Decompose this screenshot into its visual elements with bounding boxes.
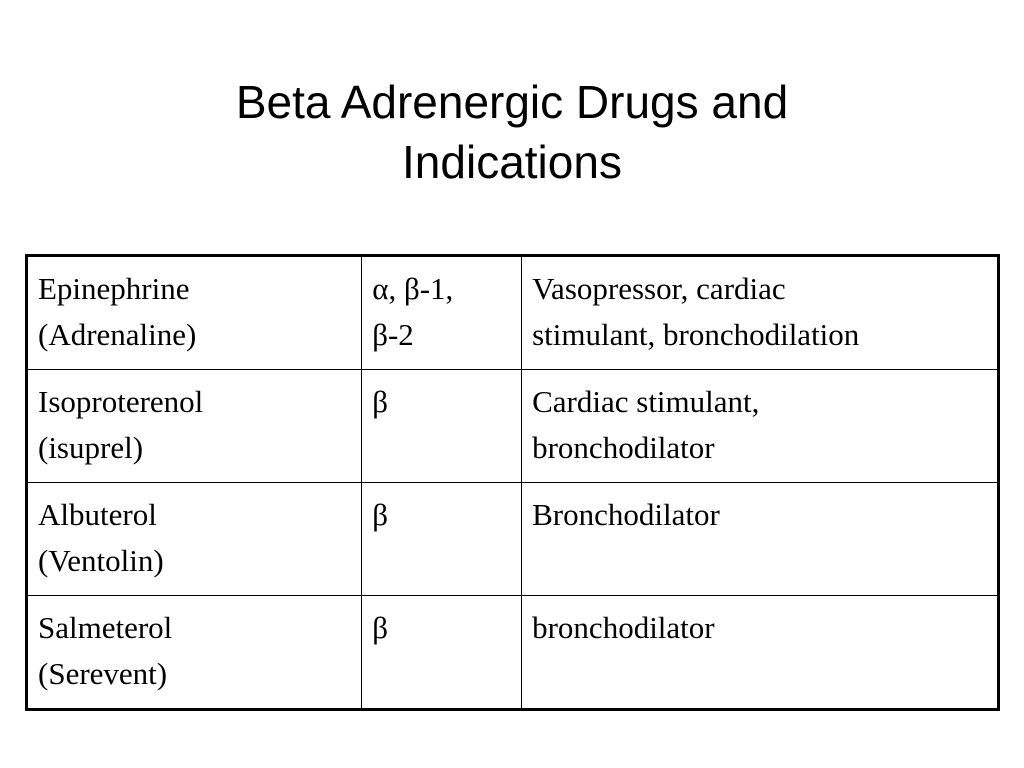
receptor-text: β xyxy=(372,384,388,419)
receptor-cell xyxy=(362,483,522,596)
drug-table xyxy=(25,254,1000,711)
receptor-cell xyxy=(362,256,522,370)
indication-text: stimulant, bronchodilation xyxy=(532,317,860,352)
drug-name-cell xyxy=(27,256,362,370)
indication-cell xyxy=(522,370,999,483)
table-row xyxy=(27,256,999,370)
drug-name: Salmeterol xyxy=(38,610,173,645)
indication-text: bronchodilator xyxy=(532,610,715,645)
slide-title-line-1: Beta Adrenergic Drugs and xyxy=(235,76,789,128)
drug-name: Isoproterenol xyxy=(38,384,204,419)
slide-title xyxy=(0,72,1024,192)
table-row xyxy=(27,596,999,710)
indication-text: Vasopressor, cardiac xyxy=(532,271,786,306)
table-row xyxy=(27,370,999,483)
drug-name-cell xyxy=(27,483,362,596)
indication-text: bronchodilator xyxy=(532,430,715,465)
drug-brand-name: (isuprel) xyxy=(38,430,144,465)
indication-cell xyxy=(522,256,999,370)
drug-brand-name: (Adrenaline) xyxy=(38,317,197,352)
indication-cell xyxy=(522,596,999,710)
indication-text: Cardiac stimulant, xyxy=(532,384,760,419)
receptor-text: β-2 xyxy=(372,317,414,352)
receptor-cell xyxy=(362,596,522,710)
drug-name-cell xyxy=(27,596,362,710)
table-row xyxy=(27,483,999,596)
drug-brand-name: (Ventolin) xyxy=(38,543,164,578)
slide-title-line-2: Indications xyxy=(402,136,622,188)
drug-name-cell xyxy=(27,370,362,483)
receptor-text: β xyxy=(372,497,388,532)
indication-cell xyxy=(522,483,999,596)
drug-name: Epinephrine xyxy=(38,271,190,306)
receptor-text: α, β-1, xyxy=(372,271,454,306)
indication-text: Bronchodilator xyxy=(532,497,720,532)
drug-brand-name: (Serevent) xyxy=(38,656,168,691)
receptor-text: β xyxy=(372,610,388,645)
drug-name: Albuterol xyxy=(38,497,157,532)
receptor-cell xyxy=(362,370,522,483)
